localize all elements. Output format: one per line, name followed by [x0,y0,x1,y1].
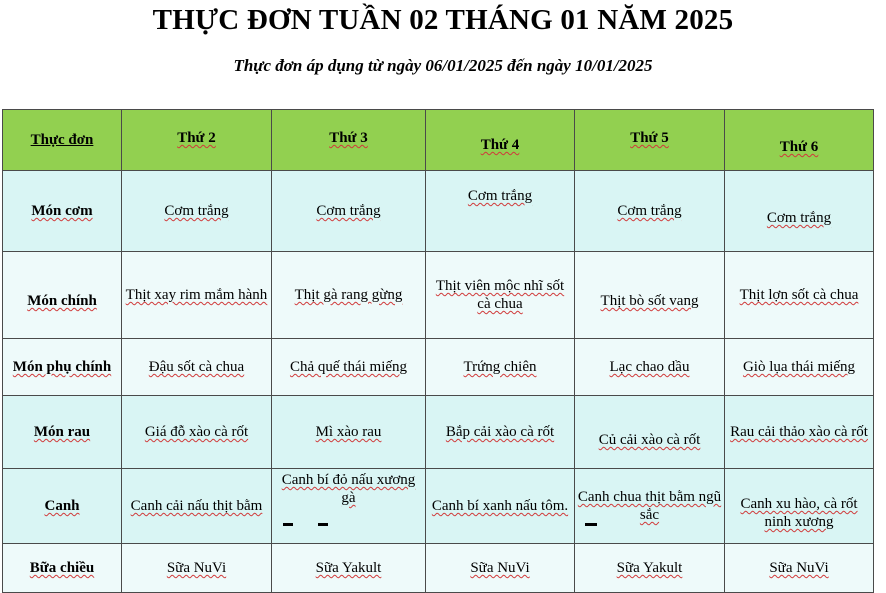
day-header [272,110,426,171]
cut-off-text-fragments [0,521,886,531]
table-cell [426,339,575,396]
table-cell [725,396,874,469]
table-cell [272,396,426,469]
text-fragment [283,523,293,526]
table-cell [426,252,575,339]
cell-text: Canh bí đỏ nấu xương gà [281,472,416,506]
cell-text: Cơm trắng [467,188,533,204]
table-cell [272,544,426,593]
table-cell [575,469,725,544]
cell-text: Giò lụa thái miếng [742,359,856,375]
day-header [426,110,575,171]
table-cell [426,396,575,469]
table-row [3,339,874,396]
cell-text: Cơm trắng [316,203,381,219]
row-label-text: Món phụ chính [12,359,112,375]
table-cell [122,252,272,339]
cell-text: Rau cải thảo xào cà rốt [730,424,868,440]
corner-header-label: Thực đơn [30,132,94,148]
table-cell [575,396,725,469]
table-row [3,469,874,544]
table-cell [426,544,575,593]
day-header-label: Thứ 5 [630,130,669,146]
cell-text: Củ cải xào cà rốt [598,432,701,448]
table-row [3,252,874,339]
day-header [575,110,725,171]
day-header-label: Thứ 6 [779,139,819,155]
table-cell [725,171,874,252]
cell-text: Thịt lợn sốt cà chua [739,287,859,303]
table-cell [122,396,272,469]
cell-text: Thịt gà rang gừng [294,287,403,303]
table-cell [272,469,426,544]
row-label [3,396,122,469]
cell-text: Sữa Yakult [315,560,382,576]
table-row [3,171,874,252]
day-header [122,110,272,171]
table-cell [122,469,272,544]
table-cell [122,339,272,396]
table-cell [575,339,725,396]
header-row [3,110,874,171]
row-label [3,252,122,339]
table-cell [725,252,874,339]
cell-text: Giá đỗ xào cà rốt [144,424,249,440]
table-cell [122,171,272,252]
cell-text: Mì xào rau [315,424,382,440]
day-header-label: Thứ 2 [177,130,216,146]
cell-text: Đậu sốt cà chua [148,359,245,375]
table-row [3,396,874,469]
table-row [3,544,874,593]
day-header-label: Thứ 4 [480,137,520,153]
table-cell [426,469,575,544]
cell-text: Cơm trắng [164,203,229,219]
day-header-label: Thứ 3 [329,130,368,146]
row-label-text: Món cơm [31,203,93,219]
table-cell [725,544,874,593]
cell-text: Cơm trắng [766,210,832,226]
cell-text: Thịt xay rim mắm hành [125,287,268,303]
text-fragment [318,523,328,526]
row-label-text: Bữa chiều [29,560,95,576]
cell-text: Sữa NuVi [166,560,227,576]
table-cell [575,544,725,593]
table-cell [272,171,426,252]
cell-text: Lạc chao dầu [609,359,690,375]
cell-text: Chả quế thái miếng [289,359,408,375]
row-label [3,469,122,544]
table-cell [272,339,426,396]
table-cell [725,339,874,396]
cell-text: Sữa Yakult [616,560,683,576]
cell-text: Canh cải nấu thịt bằm [130,498,263,514]
table-cell [272,252,426,339]
cell-text: Sữa NuVi [769,560,829,576]
row-label-text: Món rau [33,424,91,440]
cell-text: Sữa NuVi [470,560,530,576]
table-cell [575,171,725,252]
corner-header [3,110,122,171]
cell-text: Cơm trắng [617,203,682,219]
cell-text: Thịt bò sốt vang [600,293,699,309]
cell-text: Bắp cải xào cà rốt [445,424,555,440]
row-label [3,544,122,593]
row-label-text: Canh [44,498,80,514]
cell-text: Thịt viên mộc nhĩ sốt cà chua [435,278,565,312]
cell-text: Canh bí xanh nấu tôm. [431,498,569,514]
page-title: THỰC ĐƠN TUẦN 02 THÁNG 01 NĂM 2025 [152,4,734,36]
day-header [725,110,874,171]
row-label [3,339,122,396]
row-label-text: Món chính [27,293,97,309]
cell-text: Canh xu hào, cà rốt ninh xương [740,496,858,530]
table-cell [725,469,874,544]
page-subtitle: Thực đơn áp dụng từ ngày 06/01/2025 đến ngày 10/01/2025 [233,56,653,75]
text-fragment [585,523,597,526]
row-label [3,171,122,252]
table-cell [122,544,272,593]
table-cell [426,171,575,252]
table-cell [575,252,725,339]
cell-text: Trứng chiên [463,359,537,375]
cell-text: Canh chua thịt bằm ngũ sắc [577,489,722,523]
